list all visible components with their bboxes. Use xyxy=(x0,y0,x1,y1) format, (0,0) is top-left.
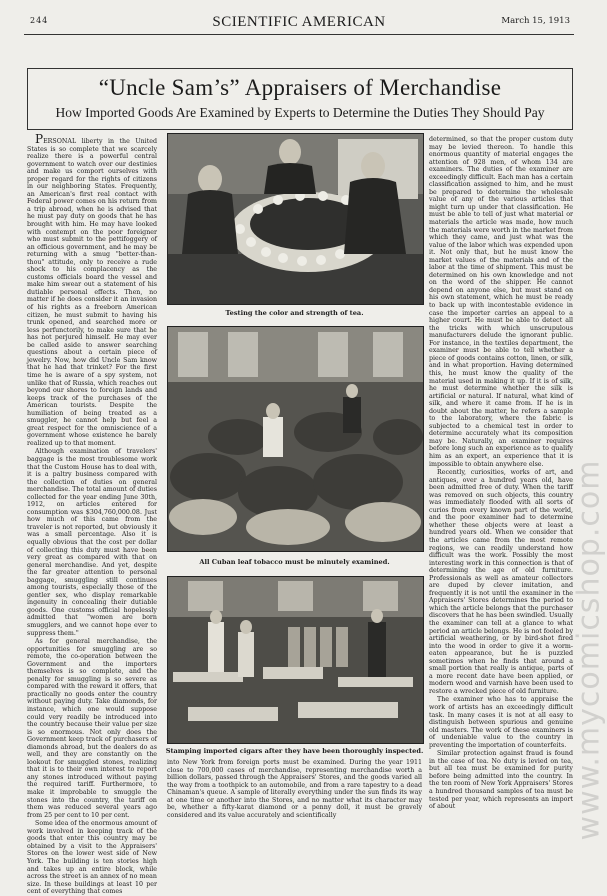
paragraph: Although examination of travelers' baggage is the most troublesome work that the Custom House has to deal with, it is a paltry business compared with the collection of duties on general merchandise. The total amount of duties collected for the year ending June 30th, 1912, on articles entered for consumption was $304,760,000.08. Just how much of this came from the traveler is not reported, but obviously it was a small percentage. Also it is equally obvious that the cost per dollar of collecting this duty must have been very great as compared with that on general merchandise. And yet, despite the far greater attention to personal baggage, smuggling still continues among tourists, especially those of the gentler sex, who display remarkable ingenuity in concealing their dutiable goods. One customs official hopelessly admitted that "women are born smugglers, and we cannot hope ever to suppress them." xyxy=(27,448,157,637)
photo-tobacco-examination xyxy=(167,326,424,552)
paragraph: The examiner who has to appraise the work of artists has an exceedingly difficult task. In many cases it is not at all easy to distinguish between spurious and genuine old masters. The work of these examiners is of undeniable value to the country in preventing the importation of counterfeits. xyxy=(429,696,573,749)
paragraph: determined, so that the proper custom duty may be levied thereon. To handle this enormous quantity of material engages the attention of 928 men, of whom 134 are examiners. The duties of the examiner are exceedingly difficult. Each man has a certain classification assigned to him, and he must be prepared to determine the wholesale value of any of the various articles that might turn up under that classification. He must be able to tell of just what material or materials the article was made, how much the materials were worth in the market from which they came, and just what was the value of the labor which was expended upon it. Not only that, but he must know the market values of the materials and of the labor at the time of shipment. This must be determined on his own knowledge and not on the word of the shipper. He cannot depend on anyone else, but must stand on his own statement, which he must be ready to back up with incontestable evidence in case the importer carries an appeal to a higher court. He must be able to detect all the tricks with which unscrupulous manufacturers delude the ignorant public. For instance, in the textiles department, the examiner must be able to tell whether a piece of goods contains cotton, linen, or silk, and in what proportion. Having determined this, he must know the quality of the material used in making it up. If it is of silk, he must determine whether the silk is artificial or natural. If natural, what kind of silk, and where it came from. If he is in doubt about the matter, he refers a sample to the laboratory, where the fabric is subjected to a chemical test in order to determine accurately what its composition may be. Naturally, an examiner requires before long such an experience as to qualify him as an expert, an experience that it is impossible to obtain anywhere else. xyxy=(429,136,573,468)
middle-text-bottom xyxy=(167,759,422,867)
article-subtitle: How Imported Goods Are Examined by Experts to Determine the Duties They Should Pay xyxy=(55,105,545,120)
paragraph: As for general merchandise, the opportunities for smuggling are so remote, the co-operation between the Government and the importers themselves is so complete, and the penalty for smuggling is so severe as compared with the reward it offers, that practically no goods enter the country without paying duty. Take diamonds, for instance, which one would suppose could very readily be introduced into the country because their value per size is so enormous. Not only does the Government keep track of purchasers of diamonds abroad, but the dealers do as well, and they are constantly on the lookout for smuggled stones, realizing that it is to their own interest to report any stones introduced without paying the required tariff. Furthermore, to make it improbable to smuggle the stones into the country, the tariff on them was reduced several years ago from 25 per cent to 10 per cent. xyxy=(27,638,157,819)
left-text-column xyxy=(27,132,157,896)
issue-date: March 15, 1913 xyxy=(501,16,570,26)
photo-tea-testing xyxy=(167,133,424,305)
photo-cigar-stamping xyxy=(167,576,424,744)
watermark xyxy=(571,420,607,880)
caption-photo-2: All Cuban leaf tobacco must be minutely examined. xyxy=(199,558,390,566)
caption-photo-3: Stamping imported cigars after they have been thoroughly inspected. xyxy=(165,747,424,755)
caption-photo-1: Testing the color and strength of tea. xyxy=(225,309,364,317)
paragraph: into New York from foreign ports must be examined. During the year 1911 close to 700,000 cases of merchandise, representing merchandise worth a billion dollars, passed through the Appraisers' Stores, and the goods varied all the way from a toothpick to an automobile, and from a rare tapestry to a dead Chinaman's queue. A sample of literally everything under the sun finds its way at one time or another into the Stores, and no matter what its character may be, whether a fifty-karat diamond or a penny doll, it must be gravely considered and its value accurately and scientifically xyxy=(167,759,422,819)
paragraph: Some idea of the enormous amount of work involved in keeping track of the goods that enter this country may be obtained by a visit to the Appraisers' Stores on the lower west side of New York. The building is ten stories high and takes up an entire block, while across the street is an annex of no mean size. In these buildings at least 10 per cent of everything that comes xyxy=(27,820,157,896)
page-header xyxy=(24,12,574,35)
watermark-text: www.mycomicshop.com xyxy=(571,459,607,841)
paragraph: Similar protection against fraud is found in the case of tea. No duty is levied on tea, but all tea must be examined for purity before being admitted into the country. In the ten room of New York Appraisers' Stores a hundred thousand samples of tea must be tested per year, which represents an import of about xyxy=(429,750,573,811)
masthead: SCIENTIFIC AMERICAN xyxy=(212,14,386,30)
right-text-column xyxy=(429,136,573,868)
article-title-box xyxy=(27,68,573,130)
article-title: “Uncle Sam’s” Appraisers of Merchandise xyxy=(98,75,502,100)
paragraph: PERSONAL liberty in the United States is so complete that we scarcely realize there is a powerful central government to watch over our destinies and make us comport ourselves with proper regard for the rights of citizens in our neighboring States. Frequently, an American's first real contact with Federal power comes on his return from a trip abroad, when he is advised that he must pay duty on goods that he has brought with him. He may have looked with contempt on the poor foreigner who must submit to the pettifoggery of an officious government, and he may be returning with a smug "better-than-thou" attitude, only to receive a rude shock to his complacency as the customs officials board the vessel and make him swear out a statement of his dutiable personal effects. Then, no matter if he does consider it an invasion of his rights as a freeborn American citizen, he must submit to having his trunk opened, and searched more or less perfunctorily, to make sure that he has not perjured himself. He may ever be called aside to answer searching questions about a certain piece of jewelry. Now, how did Uncle Sam know that he had that trinket? For the first time he is aware of a spy system, not unlike that of Russia, which reaches out beyond our shores to foreign lands and keeps track of the purchases of the American tourists. Despite the humiliation of being treated as a smuggler, he cannot help but feel a great respect for the omniscience of a government whose existence he barely realized up to that moment. xyxy=(27,132,157,447)
page-number: 244 xyxy=(30,16,49,25)
paragraph: Recently, curiosities, works of art, and antiques, over a hundred years old, have been admitted free of duty. When the tariff was removed on such objects, this country was immediately flooded with all sorts of curios from every known part of the world, and the poor examiner had to determine whether these objects were at least a hundred years old. When we consider that the articles came from the most remote regions, we can readily understand how difficult was the work. Possibly the most interesting work in this connection is that of determining the age of old furniture. Professionals as well as amateur collectors are duped by clever imitation, and frequently it is not until the examiner in the Appraisers' Stores determines the period to which the article belongs that the purchaser discovers that he has been swindled. Usually the examiner can tell at a glance to what period an article belongs. He is not fooled by artificial weathering, or by bird-shot fired into the wood in order to give it a worm-eaten appearance, but he is puzzled sometimes when he finds that around a small portion that really is antique, parts of a more recent date have been applied, or modern wood and varnish have been used to restore a wrecked piece of old furniture. xyxy=(429,469,573,695)
